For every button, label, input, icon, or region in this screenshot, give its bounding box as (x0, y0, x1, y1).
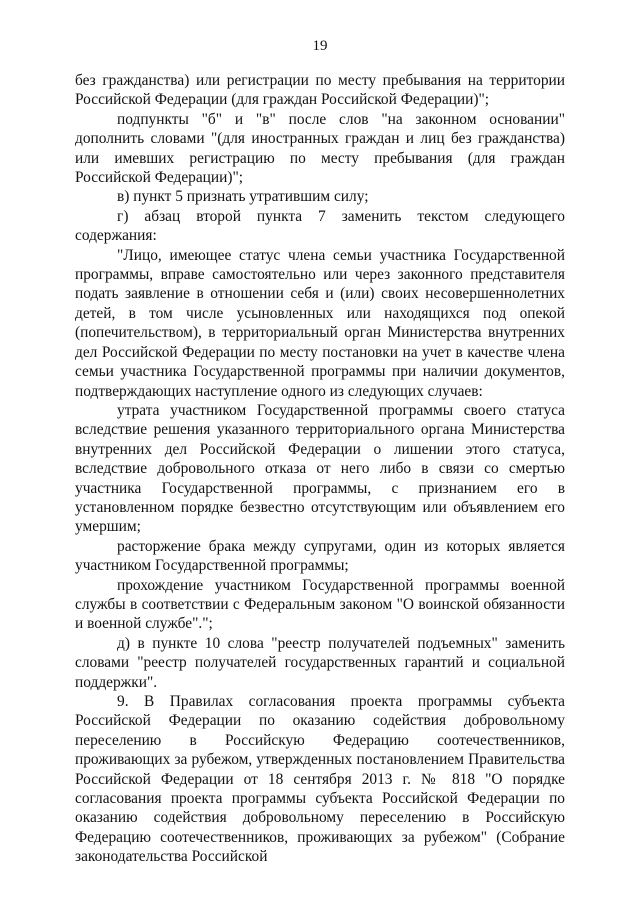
paragraph-quoted-text: "Лицо, имеющее статус члена семьи участника Государственной программы, вправе самостоятельно или через законного представителя подать заявление в отношении себя и (или) своих несовершеннолетних детей, в том числе усыновленных или находящихся под опекой (попечительством), в территориальный орган Министерства внутренних дел Российской Федерации по месту постановки на учет в качестве члена семьи участника Государственной программы при наличии документов, подтверждающих наступление одного из следующих случаев: (75, 246, 565, 400)
paragraph-point-9: 9. В Правилах согласования проекта программы субъекта Российской Федерации по оказанию содействия добровольному переселению в Российскую Федерацию соотечественников, проживающих за рубежом, утвержденных постановлением Правительства Российской Федерации от 18 сентября 2013 г. № 818 "О порядке согласования проекта программы субъекта Российской Федерации по оказанию содействия добровольному переселению в Российскую Федерацию соотечественников, проживающих за рубежом" (Собрание законодательства Российской (75, 693, 565, 866)
paragraph-case-divorce: расторжение брака между супругами, один из которых является участником Государственной программы; (75, 537, 565, 575)
page-number: 19 (312, 38, 328, 54)
paragraph-case-loss-of-status: утрата участником Государственной программы своего статуса вследствие решения указанного территориального органа Министерства внутренних дел Российской Федерации о лишении этого статуса, вследствие добровольного отказа от него либо в связи со смертью участника Государственной программы, с признанием его в установленном порядке безвестно отсутствующим или объявлением его умершим; (75, 401, 565, 536)
paragraph-item-g: г) абзац второй пункта 7 заменить текстом следующего содержания: (75, 207, 565, 245)
paragraph-item-v: в) пункт 5 признать утратившим силу; (117, 188, 369, 206)
paragraph-subpoints-b-v: подпункты "б" и "в" после слов "на законном основании" дополнить словами "(для иностранных граждан и лиц без гражданства) или имевших регистрацию по месту пребывания (для граждан Российской Федерации)"; (75, 110, 565, 187)
paragraph-case-military-service: прохождение участником Государственной программы военной службы в соответствии с Федеральным законом "О воинской обязанности и военной службе"."; (75, 576, 565, 633)
document-body (75, 71, 565, 867)
paragraph-item-d: д) в пункте 10 слова "реестр получателей подъемных" заменить словами "реестр получателей государственных гарантий и социальной поддержки". (75, 634, 565, 691)
paragraph-continuation: без гражданства) или регистрации по месту пребывания на территории Российской Федерации (для граждан Российской Федерации)"; (75, 72, 565, 109)
